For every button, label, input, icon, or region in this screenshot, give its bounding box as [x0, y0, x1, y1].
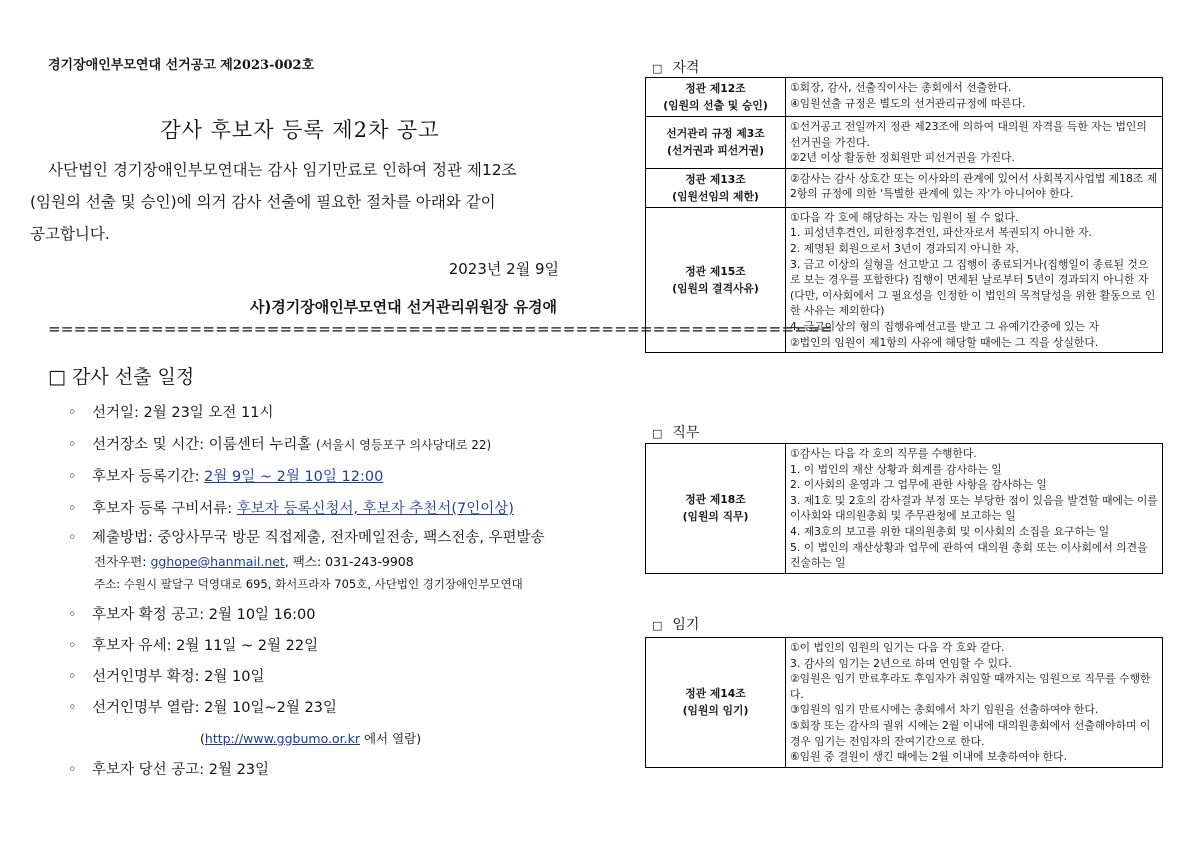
duties-table	[645, 443, 1163, 574]
article-cell: 정관 제12조 (임원의 선출 및 승인)	[646, 78, 786, 117]
bullet-icon: ◦	[68, 405, 77, 421]
registration-period: 2월 9일 ~ 2월 10일 12:00	[204, 469, 384, 485]
table-row	[646, 444, 1163, 574]
schedule-item-result: ◦ 후보자 당선 공고: 2월 23일	[68, 762, 270, 778]
schedule-item-roll-view: ◦ 선거인명부 열람: 2월 10일~2월 23일	[68, 700, 337, 716]
notice-number: 경기장애인부모연대 선거공고 제2023-002호	[48, 58, 315, 73]
bullet-icon: ◦	[68, 501, 77, 517]
schedule-item-confirm: ◦ 후보자 확정 공고: 2월 10일 16:00	[68, 607, 316, 623]
article-cell: 정관 제18조 (임원의 직무)	[646, 444, 786, 574]
divider: =============================================================	[48, 320, 833, 338]
intro-line-1: 사단법인 경기장애인부모연대는 감사 임기만료로 인하여 정관 제12조	[48, 161, 517, 179]
checkbox-icon: □	[652, 62, 663, 75]
schedule-item-campaign: ◦ 후보자 유세: 2월 11일 ~ 2월 22일	[68, 638, 319, 654]
article-cell: 정관 제13조 (임원선임의 제한)	[646, 168, 786, 207]
schedule-heading: □ 감사 선출 일정	[48, 366, 195, 388]
intro-line-3: 공고합니다.	[30, 225, 110, 243]
bullet-icon: ◦	[68, 700, 77, 716]
intro-line-2: (임원의 선출 및 승인)에 의거 감사 선출에 필요한 절차를 아래와 같이	[30, 193, 496, 211]
schedule-item-documents: ◦ 후보자 등록 구비서류: 후보자 등록신청서, 후보자 추천서(7인이상)	[68, 501, 514, 517]
checkbox-icon: □	[652, 427, 663, 440]
table-row	[646, 78, 1163, 117]
bullet-icon: ◦	[68, 638, 77, 654]
bullet-icon: ◦	[68, 437, 77, 453]
roll-url-line: (http://www.ggbumo.or.kr 에서 열람)	[200, 731, 422, 746]
article-cell: 선거관리 규정 제3조 (선거권과 피선거권)	[646, 117, 786, 169]
schedule-item-registration: ◦ 후보자 등록기간: 2월 9일 ~ 2월 10일 12:00	[68, 469, 384, 485]
schedule-item-submission: ◦ 제출방법: 중앙사무국 방문 직접제출, 전자메일전송, 팩스전송, 우편발송	[68, 530, 545, 546]
bullet-icon: ◦	[68, 762, 77, 778]
content-cell: ①다음 각 호에 해당하는 자는 임원이 될 수 없다. 1. 피성년후견인, 피한정후견인, 파산자로서 복권되지 아니한 자. 2. 제명된 회원으로서 3년이 경과되지 아니한 자. 3. 금고 이상의 실형을 선고받고 그 집행이 종료되거나(집행일이 종료된 것으로 보는 경우를 포함한다) 집행이 면제된 날로부터 5년이 경과되지 아니한 자(다만, 이사회에서 그 필요성을 인정한 이 법인의 목적달성을 위한 활동으로 인한 사유는 제외한다) 4. 금고이상의 형의 집행유예선고를 받고 그 유예기간중에 있는 자 ②법인의 임원이 제1항의 사유에 해당할 때에는 그 직을 상실한다.	[786, 207, 1163, 352]
bullet-icon: ◦	[68, 530, 77, 546]
page-title: 감사 후보자 등록 제2차 공고	[160, 118, 440, 142]
contact-line: 전자우편: gghope@hanmail.net, 팩스: 031-243-9908	[94, 554, 414, 569]
table-row	[646, 168, 1163, 207]
qualification-table	[645, 77, 1163, 353]
roll-url-link[interactable]: http://www.ggbumo.or.kr	[204, 731, 360, 746]
section-heading-qualification: □ 자격	[652, 60, 700, 76]
schedule-item-venue: ◦ 선거장소 및 시간: 이룸센터 누리홀 (서울시 영등포구 의사당대로 22)	[68, 437, 492, 453]
address-line: 주소: 수원시 팔달구 덕영대로 695, 화서프라자 705호, 사단법인 경기장애인부모연대	[94, 577, 523, 591]
article-cell: 정관 제15조 (임원의 결격사유)	[646, 207, 786, 352]
content-cell: ①감사는 다음 각 호의 직무를 수행한다. 1. 이 법인의 재산 상황과 회계를 감사하는 일 2. 이사회의 운영과 그 업무에 관한 사항을 감사하는 일 3. 제1호 및 2호의 감사결과 부정 또는 부당한 점이 있음을 발견할 때에는 이를 이사회와 대의원총회 및 주무관청에 보고하는 일 4. 제3호의 보고를 위한 대의원총회 및 이사회의 소집을 요구하는 일 5. 이 법인의 재산상황과 업무에 관하여 대의원 총회 또는 이사회에서 의견을 진술하는 일	[786, 444, 1163, 574]
section-heading-term: □ 임기	[652, 617, 700, 633]
article-cell: 정관 제14조 (임원의 임기)	[646, 638, 786, 768]
table-row	[646, 117, 1163, 169]
checkbox-icon: □	[652, 619, 663, 632]
content-cell: ②감사는 감사 상호간 또는 이사와의 관계에 있어서 사회복지사업법 제18조 제2항의 규정에 의한 '특별한 관계에 있는 자'가 아니어야 한다.	[786, 168, 1163, 207]
content-cell: ①이 법인의 임원의 임기는 다음 각 호와 같다. 3. 감사의 임기는 2년으로 하며 연임할 수 있다. ②임원은 임기 만료후라도 후임자가 취임할 때까지는 임원으로 직무를 수행한다. ③임원의 임기 만료시에는 총회에서 차기 임원을 선출하여야 한다. ⑤회장 또는 감사의 궐위 시에는 2월 이내에 대의원총회에서 선출해야하며 이 경우 임기는 전임자의 잔여기간으로 한다. ⑥임원 중 결원이 생긴 때에는 2월 이내에 보충하여야 한다.	[786, 638, 1163, 768]
table-row	[646, 638, 1163, 768]
email-link[interactable]: gghope@hanmail.net	[150, 554, 285, 569]
bullet-icon: ◦	[68, 607, 77, 623]
bullet-icon: ◦	[68, 469, 77, 485]
content-cell: ①회장, 감사, 선출직이사는 총회에서 선출한다. ④임원선출 규정은 별도의 선거관리규정에 따른다.	[786, 78, 1163, 117]
required-documents: 후보자 등록신청서, 후보자 추천서(7인이상)	[236, 501, 514, 517]
bullet-icon: ◦	[68, 669, 77, 685]
content-cell: ①선거공고 전일까지 정관 제23조에 의하여 대의원 자격을 득한 자는 법인의 선거권을 가진다. ②2년 이상 활동한 정회원만 피선거권을 가진다.	[786, 117, 1163, 169]
schedule-item-roll-confirm: ◦ 선거인명부 확정: 2월 10일	[68, 669, 265, 685]
signature: 사)경기장애인부모연대 선거관리위원장 유경애	[249, 298, 557, 316]
table-row	[646, 207, 1163, 352]
term-table	[645, 637, 1163, 768]
schedule-item-election-day: ◦ 선거일: 2월 23일 오전 11시	[68, 405, 274, 421]
notice-date: 2023년 2월 9일	[448, 260, 559, 278]
section-heading-duties: □ 직무	[652, 425, 700, 441]
venue-address: (서울시 영등포구 의사당대로 22)	[316, 438, 492, 452]
